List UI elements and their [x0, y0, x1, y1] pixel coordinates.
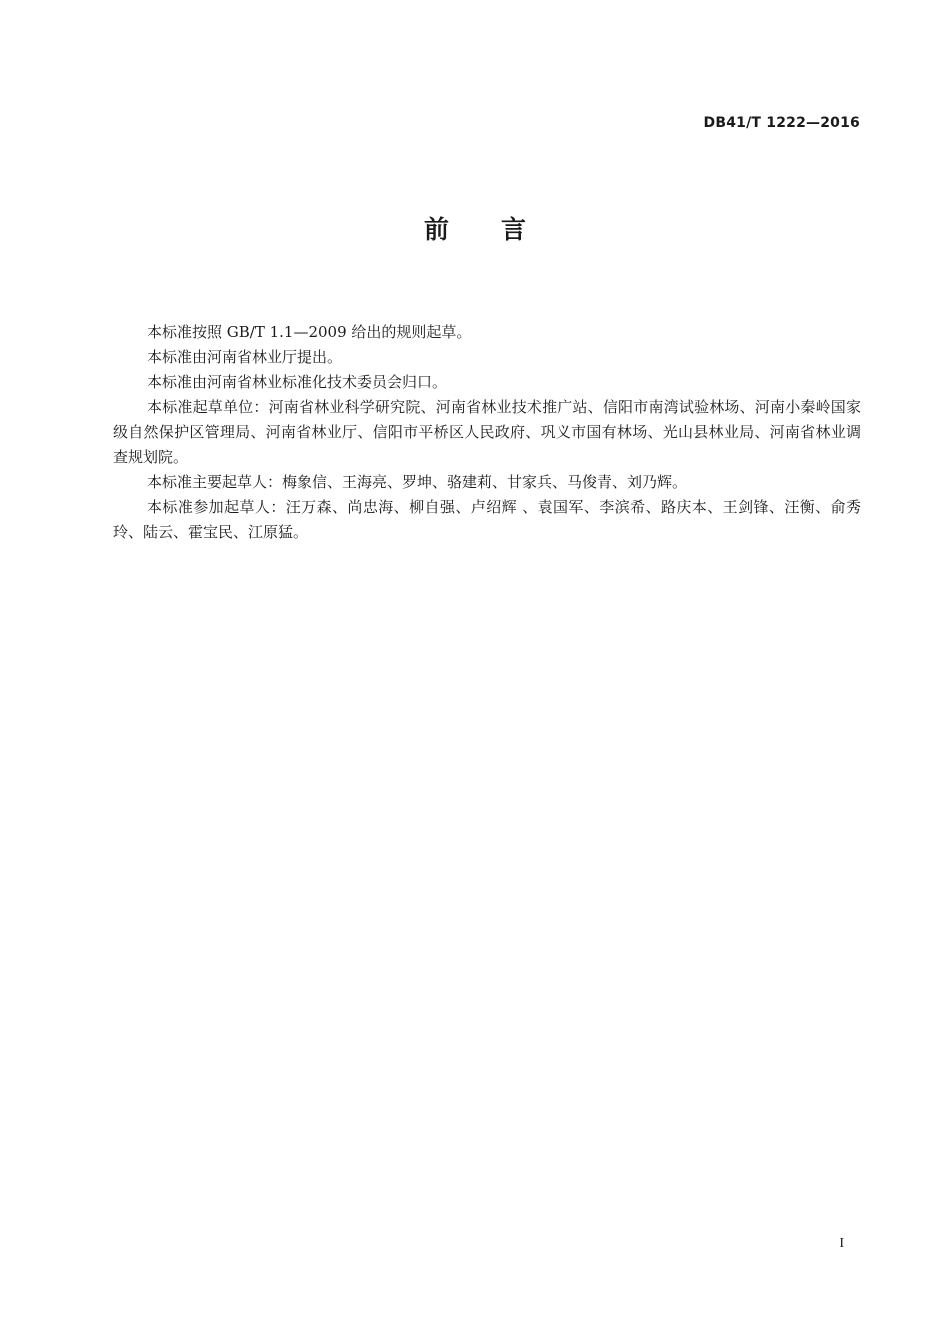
document-code: DB41/T 1222—2016 — [703, 115, 860, 131]
paragraph-proposer: 本标准由河南省林业厅提出。 — [147, 348, 343, 366]
page-number: I — [839, 1236, 844, 1251]
paragraph-main-drafters: 本标准主要起草人：梅象信、王海亮、罗坤、骆建莉、甘家兵、马俊青、刘乃辉。 — [147, 473, 688, 491]
paragraph-centralized-unit: 本标准由河南省林业标准化技术委员会归口。 — [147, 373, 448, 391]
paragraph-drafting-units: 本标准起草单位：河南省林业科学研究院、河南省林业技术推广站、信阳市南湾试验林场、河南小秦岭国家级自然保护区管理局、河南省林业厅、信阳市平桥区人民政府、巩义市国有林场、光山县林业局、河南省林业调查规划院。 — [113, 398, 861, 466]
page-title: 前言 — [423, 215, 578, 244]
paragraph-participating-drafters: 本标准参加起草人：汪万森、尚忠海、柳自强、卢绍辉 、袁国军、李滨希、路庆本、王剑锋、汪衡、俞秀玲、陆云、霍宝民、江原猛。 — [113, 498, 861, 541]
paragraph-drafting-rules: 本标准按照 GB/T 1.1—2009 给出的规则起草。 — [147, 323, 472, 341]
foreword-body — [113, 320, 861, 545]
